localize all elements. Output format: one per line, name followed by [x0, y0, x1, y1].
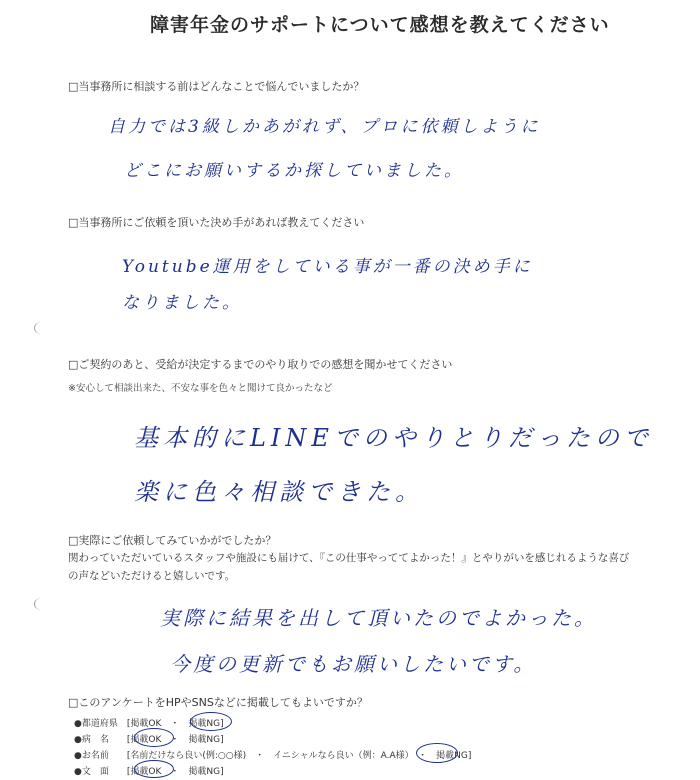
consent-label: ●お名前	[74, 751, 109, 761]
answer-2-line-1: Youtube運用をしている事が一番の決め手に	[122, 257, 533, 277]
question-3-note: ※安心して相談出来た、不安な事を色々と聞けて良かったなど	[68, 383, 333, 394]
answer-1-line-2: どこにお願いするか探していました。	[124, 161, 464, 181]
consent-options: [掲載OK ・ 掲載NG]	[126, 767, 224, 777]
question-4-description-line-1: 関わっていただいているスタッフや施設にも届けて、『この仕事やっててよかった！』とやりがいを感じれるような喜び	[68, 552, 630, 564]
consent-options: [掲載OK ・ 掲載NG]	[126, 719, 224, 729]
consent-label: ●病 名	[74, 735, 109, 745]
page-title: 障害年金のサポートについて感想を教えてください	[150, 14, 610, 36]
consent-label: ●文 面	[74, 767, 109, 777]
answer-3-line-2: 楽に色々相談できた。	[134, 478, 424, 506]
answer-2-line-2: なりました。	[122, 293, 242, 313]
answer-4-line-2: 今度の更新でもお願いしたいです。	[170, 652, 537, 676]
selection-circle-mark	[134, 760, 174, 778]
consent-options: [掲載OK ・ 掲載NG]	[126, 735, 224, 745]
question-1: □当事務所に相談する前はどんなことで悩んでいましたか？	[68, 80, 365, 93]
selection-circle-mark	[134, 728, 174, 747]
punch-hole-mark	[34, 598, 49, 610]
selection-circle-mark	[416, 743, 458, 763]
question-4: □実際にご依頼してみていかがでしたか？	[68, 534, 277, 547]
question-2: □当事務所にご依頼を頂いた決め手があれば教えてください	[68, 216, 365, 229]
answer-1-line-1: 自力では3級しかあがれず、プロに依頼しように	[108, 117, 541, 137]
consent-row-name	[74, 748, 471, 761]
question-3: □ご契約のあと、受給が決定するまでのやり取りでの感想を聞かせてください	[68, 358, 453, 371]
consent-label: ●都道府県	[74, 719, 118, 729]
consent-options: [名前だけなら良い(例:○○様) ・ イニシャルなら良い（例：A.A様） ・ 掲載NG]	[126, 751, 472, 761]
question-4-description-line-2: の声などいただけると嬉しいです。	[68, 570, 236, 582]
question-5: □このアンケートをHPやSNSなどに掲載してもよいですか？	[68, 696, 368, 709]
answer-4-line-1: 実際に結果を出して頂いたのでよかった。	[160, 606, 597, 630]
selection-circle-mark	[190, 712, 232, 731]
punch-hole-mark	[34, 322, 49, 334]
answer-3-line-1: 基本的にLINEでのやりとりだったので	[134, 424, 653, 452]
